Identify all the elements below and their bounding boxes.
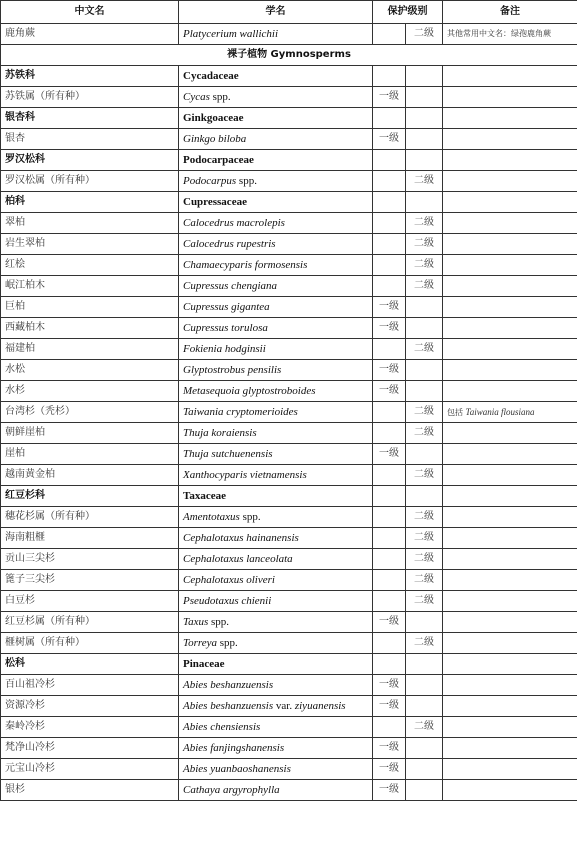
scientific-name-italic: Cupressus chengiana [183, 280, 278, 292]
protection-level-2: 二级 [406, 402, 443, 423]
protection-level-2 [406, 381, 443, 402]
protection-level-1: 一级 [373, 675, 406, 696]
protection-level-1 [373, 465, 406, 486]
note-cell [443, 507, 577, 528]
note-cell [443, 66, 577, 87]
species-scientific-name [179, 549, 373, 570]
family-scientific-name: Cupressaceae [179, 192, 373, 213]
level-2-cell [406, 150, 443, 171]
species-chinese-name: 巨柏 [1, 297, 179, 318]
note-cell [443, 675, 577, 696]
level-1-cell [373, 486, 406, 507]
species-chinese-name: 苏铁属（所有种） [1, 87, 179, 108]
species-scientific-name [179, 276, 373, 297]
protection-level-2: 二级 [406, 528, 443, 549]
family-chinese-name: 银杏科 [1, 108, 179, 129]
scientific-name-italic: Cephalotaxus oliveri [183, 574, 275, 586]
table-row [1, 759, 577, 780]
protection-level-1 [373, 717, 406, 738]
species-scientific-name [179, 318, 373, 339]
header-notes: 备注 [443, 1, 577, 24]
species-scientific-name [179, 297, 373, 318]
protection-level-2: 二级 [406, 213, 443, 234]
table-row [1, 675, 577, 696]
protection-level-1 [373, 24, 406, 45]
note-cell [443, 717, 577, 738]
species-chinese-name: 水松 [1, 360, 179, 381]
note-cell [443, 87, 577, 108]
note-cell [443, 759, 577, 780]
family-chinese-name: 红豆杉科 [1, 486, 179, 507]
scientific-name-italic: Thuja koraiensis [183, 427, 257, 439]
protection-level-1 [373, 276, 406, 297]
species-chinese-name: 福建柏 [1, 339, 179, 360]
protection-level-2: 二级 [406, 24, 443, 45]
species-scientific-name [179, 87, 373, 108]
species-scientific-name [179, 633, 373, 654]
note-cell [443, 381, 577, 402]
species-scientific-name [179, 402, 373, 423]
species-chinese-name: 岷江柏木 [1, 276, 179, 297]
table-row [1, 87, 577, 108]
protection-level-1: 一级 [373, 129, 406, 150]
scientific-name-italic: Glyptostrobus pensilis [183, 364, 282, 376]
protection-level-2 [406, 612, 443, 633]
protection-level-1 [373, 213, 406, 234]
species-scientific-name [179, 738, 373, 759]
family-row [1, 108, 577, 129]
note-cell [443, 108, 577, 129]
scientific-name-italic: Cycas [183, 91, 210, 103]
family-row [1, 66, 577, 87]
protection-level-1: 一级 [373, 780, 406, 801]
scientific-name-italic: Podocarpus [183, 175, 237, 187]
family-scientific-name: Pinaceae [179, 654, 373, 675]
scientific-name-italic: Abies beshanzuensis [183, 700, 274, 712]
protection-level-1 [373, 549, 406, 570]
species-chinese-name: 银杉 [1, 780, 179, 801]
family-chinese-name: 松科 [1, 654, 179, 675]
protection-level-1: 一级 [373, 381, 406, 402]
protection-level-2 [406, 738, 443, 759]
species-chinese-name: 红豆杉属（所有种） [1, 612, 179, 633]
note-cell [443, 339, 577, 360]
species-scientific-name [179, 507, 373, 528]
table-row [1, 402, 577, 423]
species-chinese-name: 元宝山冷杉 [1, 759, 179, 780]
note-cell [443, 192, 577, 213]
protection-level-1 [373, 339, 406, 360]
family-scientific-name: Podocarpaceae [179, 150, 373, 171]
level-2-cell [406, 486, 443, 507]
protection-level-2: 二级 [406, 423, 443, 444]
species-scientific-name [179, 717, 373, 738]
species-chinese-name: 朝鲜崖柏 [1, 423, 179, 444]
protection-level-2 [406, 444, 443, 465]
note-cell [443, 150, 577, 171]
protection-level-2: 二级 [406, 465, 443, 486]
section-row [1, 45, 577, 66]
species-scientific-name [179, 675, 373, 696]
section-title: 裸子植物 Gymnosperms [1, 45, 577, 66]
scientific-name-italic: Pseudotaxus chienii [183, 595, 272, 607]
note-cell [443, 528, 577, 549]
table-row [1, 297, 577, 318]
protection-level-1 [373, 591, 406, 612]
species-chinese-name: 秦岭冷杉 [1, 717, 179, 738]
protection-level-2 [406, 696, 443, 717]
note-cell [443, 234, 577, 255]
table-row [1, 717, 577, 738]
species-chinese-name: 贡山三尖杉 [1, 549, 179, 570]
protection-level-2: 二级 [406, 717, 443, 738]
note-cell [443, 633, 577, 654]
family-scientific-name: Taxaceae [179, 486, 373, 507]
table-row [1, 444, 577, 465]
note-cell [443, 549, 577, 570]
scientific-name-suffix: spp. [236, 175, 257, 187]
scientific-name-italic: Fokienia hodginsii [183, 343, 266, 355]
species-scientific-name [179, 780, 373, 801]
scientific-name-italic: Taiwania cryptomerioides [183, 406, 298, 418]
level-1-cell [373, 108, 406, 129]
note-cell [443, 591, 577, 612]
species-chinese-name: 岩生翠柏 [1, 234, 179, 255]
table-row [1, 339, 577, 360]
note-cell [443, 612, 577, 633]
scientific-name-suffix: spp. [239, 511, 261, 523]
table-row [1, 549, 577, 570]
table-row [1, 234, 577, 255]
species-scientific-name [179, 528, 373, 549]
species-scientific-name [179, 465, 373, 486]
protection-level-1: 一级 [373, 759, 406, 780]
family-chinese-name: 罗汉松科 [1, 150, 179, 171]
note-cell [443, 486, 577, 507]
table-row [1, 423, 577, 444]
protection-level-2 [406, 129, 443, 150]
species-scientific-name [179, 381, 373, 402]
note-cell [443, 24, 577, 45]
header-chinese-name: 中文名 [1, 1, 179, 24]
note-cell [443, 213, 577, 234]
scientific-name-italic: Taxus [183, 616, 209, 628]
header-protection-level: 保护级别 [373, 1, 443, 24]
species-chinese-name: 越南黄金柏 [1, 465, 179, 486]
species-scientific-name [179, 339, 373, 360]
note-cell [443, 780, 577, 801]
table-row [1, 213, 577, 234]
species-chinese-name: 罗汉松属（所有种） [1, 171, 179, 192]
protection-level-2: 二级 [406, 633, 443, 654]
scientific-name-italic: Cephalotaxus lanceolata [183, 553, 293, 565]
note-cell [443, 444, 577, 465]
protection-level-2 [406, 759, 443, 780]
table-header-row [1, 1, 577, 24]
protection-level-1 [373, 507, 406, 528]
note-cell [443, 171, 577, 192]
table-row [1, 612, 577, 633]
species-scientific-name [179, 255, 373, 276]
level-1-cell [373, 654, 406, 675]
protection-level-1: 一级 [373, 318, 406, 339]
table-row [1, 276, 577, 297]
table-row [1, 129, 577, 150]
protection-level-2: 二级 [406, 234, 443, 255]
table-row [1, 780, 577, 801]
scientific-name-italic: Chamaecyparis formosensis [183, 259, 308, 271]
table-row [1, 255, 577, 276]
species-scientific-name [179, 696, 373, 717]
table-row [1, 696, 577, 717]
note-cell [443, 570, 577, 591]
note-cell [443, 423, 577, 444]
protection-level-1 [373, 570, 406, 591]
protection-level-2: 二级 [406, 339, 443, 360]
note-cell [443, 402, 577, 423]
scientific-name-italic: Platycerium wallichii [183, 28, 279, 40]
scientific-name-italic: Ginkgo biloba [183, 133, 247, 145]
family-row [1, 150, 577, 171]
protection-level-2: 二级 [406, 276, 443, 297]
table-row [1, 318, 577, 339]
table-row [1, 507, 577, 528]
note-cell [443, 276, 577, 297]
protection-level-1: 一级 [373, 444, 406, 465]
species-chinese-name: 西藏柏木 [1, 318, 179, 339]
scientific-name-italic: Thuja sutchuenensis [183, 448, 273, 460]
species-chinese-name: 海南粗榧 [1, 528, 179, 549]
header-scientific-name: 学名 [179, 1, 373, 24]
protection-level-1: 一级 [373, 696, 406, 717]
species-scientific-name [179, 129, 373, 150]
protection-level-2 [406, 87, 443, 108]
protection-level-1: 一级 [373, 612, 406, 633]
table-row [1, 528, 577, 549]
family-chinese-name: 苏铁科 [1, 66, 179, 87]
species-scientific-name [179, 234, 373, 255]
note-cell [443, 696, 577, 717]
scientific-name-italic: Cathaya argyrophylla [183, 784, 280, 796]
protection-level-2: 二级 [406, 549, 443, 570]
level-2-cell [406, 654, 443, 675]
protection-level-1: 一级 [373, 360, 406, 381]
scientific-name-italic: Cupressus torulosa [183, 322, 268, 334]
table-row [1, 738, 577, 759]
species-scientific-name [179, 360, 373, 381]
species-chinese-name: 榧树属（所有种） [1, 633, 179, 654]
species-chinese-name: 崖柏 [1, 444, 179, 465]
level-1-cell [373, 150, 406, 171]
protection-level-1 [373, 234, 406, 255]
protection-level-1 [373, 171, 406, 192]
table-row [1, 24, 577, 45]
note-text: 包括 [447, 407, 466, 417]
table-row [1, 591, 577, 612]
scientific-name-italic: Cupressus gigantea [183, 301, 270, 313]
level-1-cell [373, 192, 406, 213]
protection-level-1: 一级 [373, 297, 406, 318]
protection-level-2 [406, 675, 443, 696]
species-chinese-name: 百山祖冷杉 [1, 675, 179, 696]
table-row [1, 633, 577, 654]
family-scientific-name: Cycadaceae [179, 66, 373, 87]
protection-level-1 [373, 402, 406, 423]
scientific-name-italic: Metasequoia glyptostroboides [183, 385, 316, 397]
scientific-name-suffix: spp. [209, 91, 231, 103]
scientific-name-variety: ziyuanensis [294, 700, 346, 712]
species-chinese-name: 篦子三尖杉 [1, 570, 179, 591]
scientific-name-italic: Abies fanjingshanensis [183, 742, 285, 754]
species-scientific-name [179, 213, 373, 234]
species-chinese-name: 红桧 [1, 255, 179, 276]
note-cell [443, 297, 577, 318]
level-2-cell [406, 66, 443, 87]
protection-level-2: 二级 [406, 570, 443, 591]
scientific-name-italic: Amentotaxus [183, 511, 240, 523]
species-chinese-name: 翠柏 [1, 213, 179, 234]
species-scientific-name [179, 591, 373, 612]
scientific-name-italic: Calocedrus rupestris [183, 238, 276, 250]
note-cell [443, 129, 577, 150]
species-chinese-name: 穗花杉属（所有种） [1, 507, 179, 528]
scientific-name-italic: Calocedrus macrolepis [183, 217, 285, 229]
level-1-cell [373, 66, 406, 87]
table-row [1, 570, 577, 591]
protection-level-2 [406, 318, 443, 339]
scientific-name-italic: Xanthocyparis vietnamensis [183, 469, 307, 481]
note-cell [443, 318, 577, 339]
table-row [1, 465, 577, 486]
species-chinese-name: 水杉 [1, 381, 179, 402]
species-chinese-name: 台湾杉（秃杉） [1, 402, 179, 423]
note-cell [443, 255, 577, 276]
species-chinese-name: 鹿角蕨 [1, 24, 179, 45]
protection-level-1 [373, 633, 406, 654]
family-row [1, 192, 577, 213]
species-scientific-name [179, 423, 373, 444]
species-chinese-name: 梵净山冷杉 [1, 738, 179, 759]
protection-level-2: 二级 [406, 507, 443, 528]
note-cell [443, 465, 577, 486]
table-row [1, 360, 577, 381]
scientific-name-italic: Abies chensiensis [183, 721, 261, 733]
note-cell [443, 360, 577, 381]
species-scientific-name [179, 24, 373, 45]
protection-level-2 [406, 360, 443, 381]
protection-level-2: 二级 [406, 591, 443, 612]
family-scientific-name: Ginkgoaceae [179, 108, 373, 129]
protection-level-1 [373, 528, 406, 549]
species-chinese-name: 白豆杉 [1, 591, 179, 612]
protection-level-1: 一级 [373, 738, 406, 759]
scientific-name-italic: Abies beshanzuensis [183, 679, 274, 691]
table-row [1, 171, 577, 192]
scientific-name-suffix: spp. [208, 616, 230, 628]
note-text: 其他常用中文名：绿孢鹿角蕨 [447, 29, 551, 38]
species-scientific-name [179, 171, 373, 192]
protection-level-1 [373, 255, 406, 276]
level-2-cell [406, 108, 443, 129]
scientific-name-italic: Abies yuanbaoshanensis [183, 763, 291, 775]
table-body [1, 24, 577, 801]
protection-level-1 [373, 423, 406, 444]
protection-level-1: 一级 [373, 87, 406, 108]
protection-level-2 [406, 780, 443, 801]
protection-level-2 [406, 297, 443, 318]
scientific-name-italic: Torreya [183, 637, 218, 649]
species-scientific-name [179, 444, 373, 465]
family-chinese-name: 柏科 [1, 192, 179, 213]
scientific-name-italic: Cephalotaxus hainanensis [183, 532, 299, 544]
scientific-name-suffix: var. [273, 700, 295, 712]
table-row [1, 381, 577, 402]
note-scientific-name: Taiwania flousiana [465, 406, 535, 417]
species-chinese-name: 资源冷杉 [1, 696, 179, 717]
species-chinese-name: 银杏 [1, 129, 179, 150]
note-cell [443, 738, 577, 759]
protection-level-2: 二级 [406, 255, 443, 276]
family-row [1, 654, 577, 675]
species-scientific-name [179, 759, 373, 780]
family-row [1, 486, 577, 507]
protection-level-2: 二级 [406, 171, 443, 192]
note-cell [443, 654, 577, 675]
scientific-name-suffix: spp. [217, 637, 238, 649]
level-2-cell [406, 192, 443, 213]
species-scientific-name [179, 570, 373, 591]
species-scientific-name [179, 612, 373, 633]
